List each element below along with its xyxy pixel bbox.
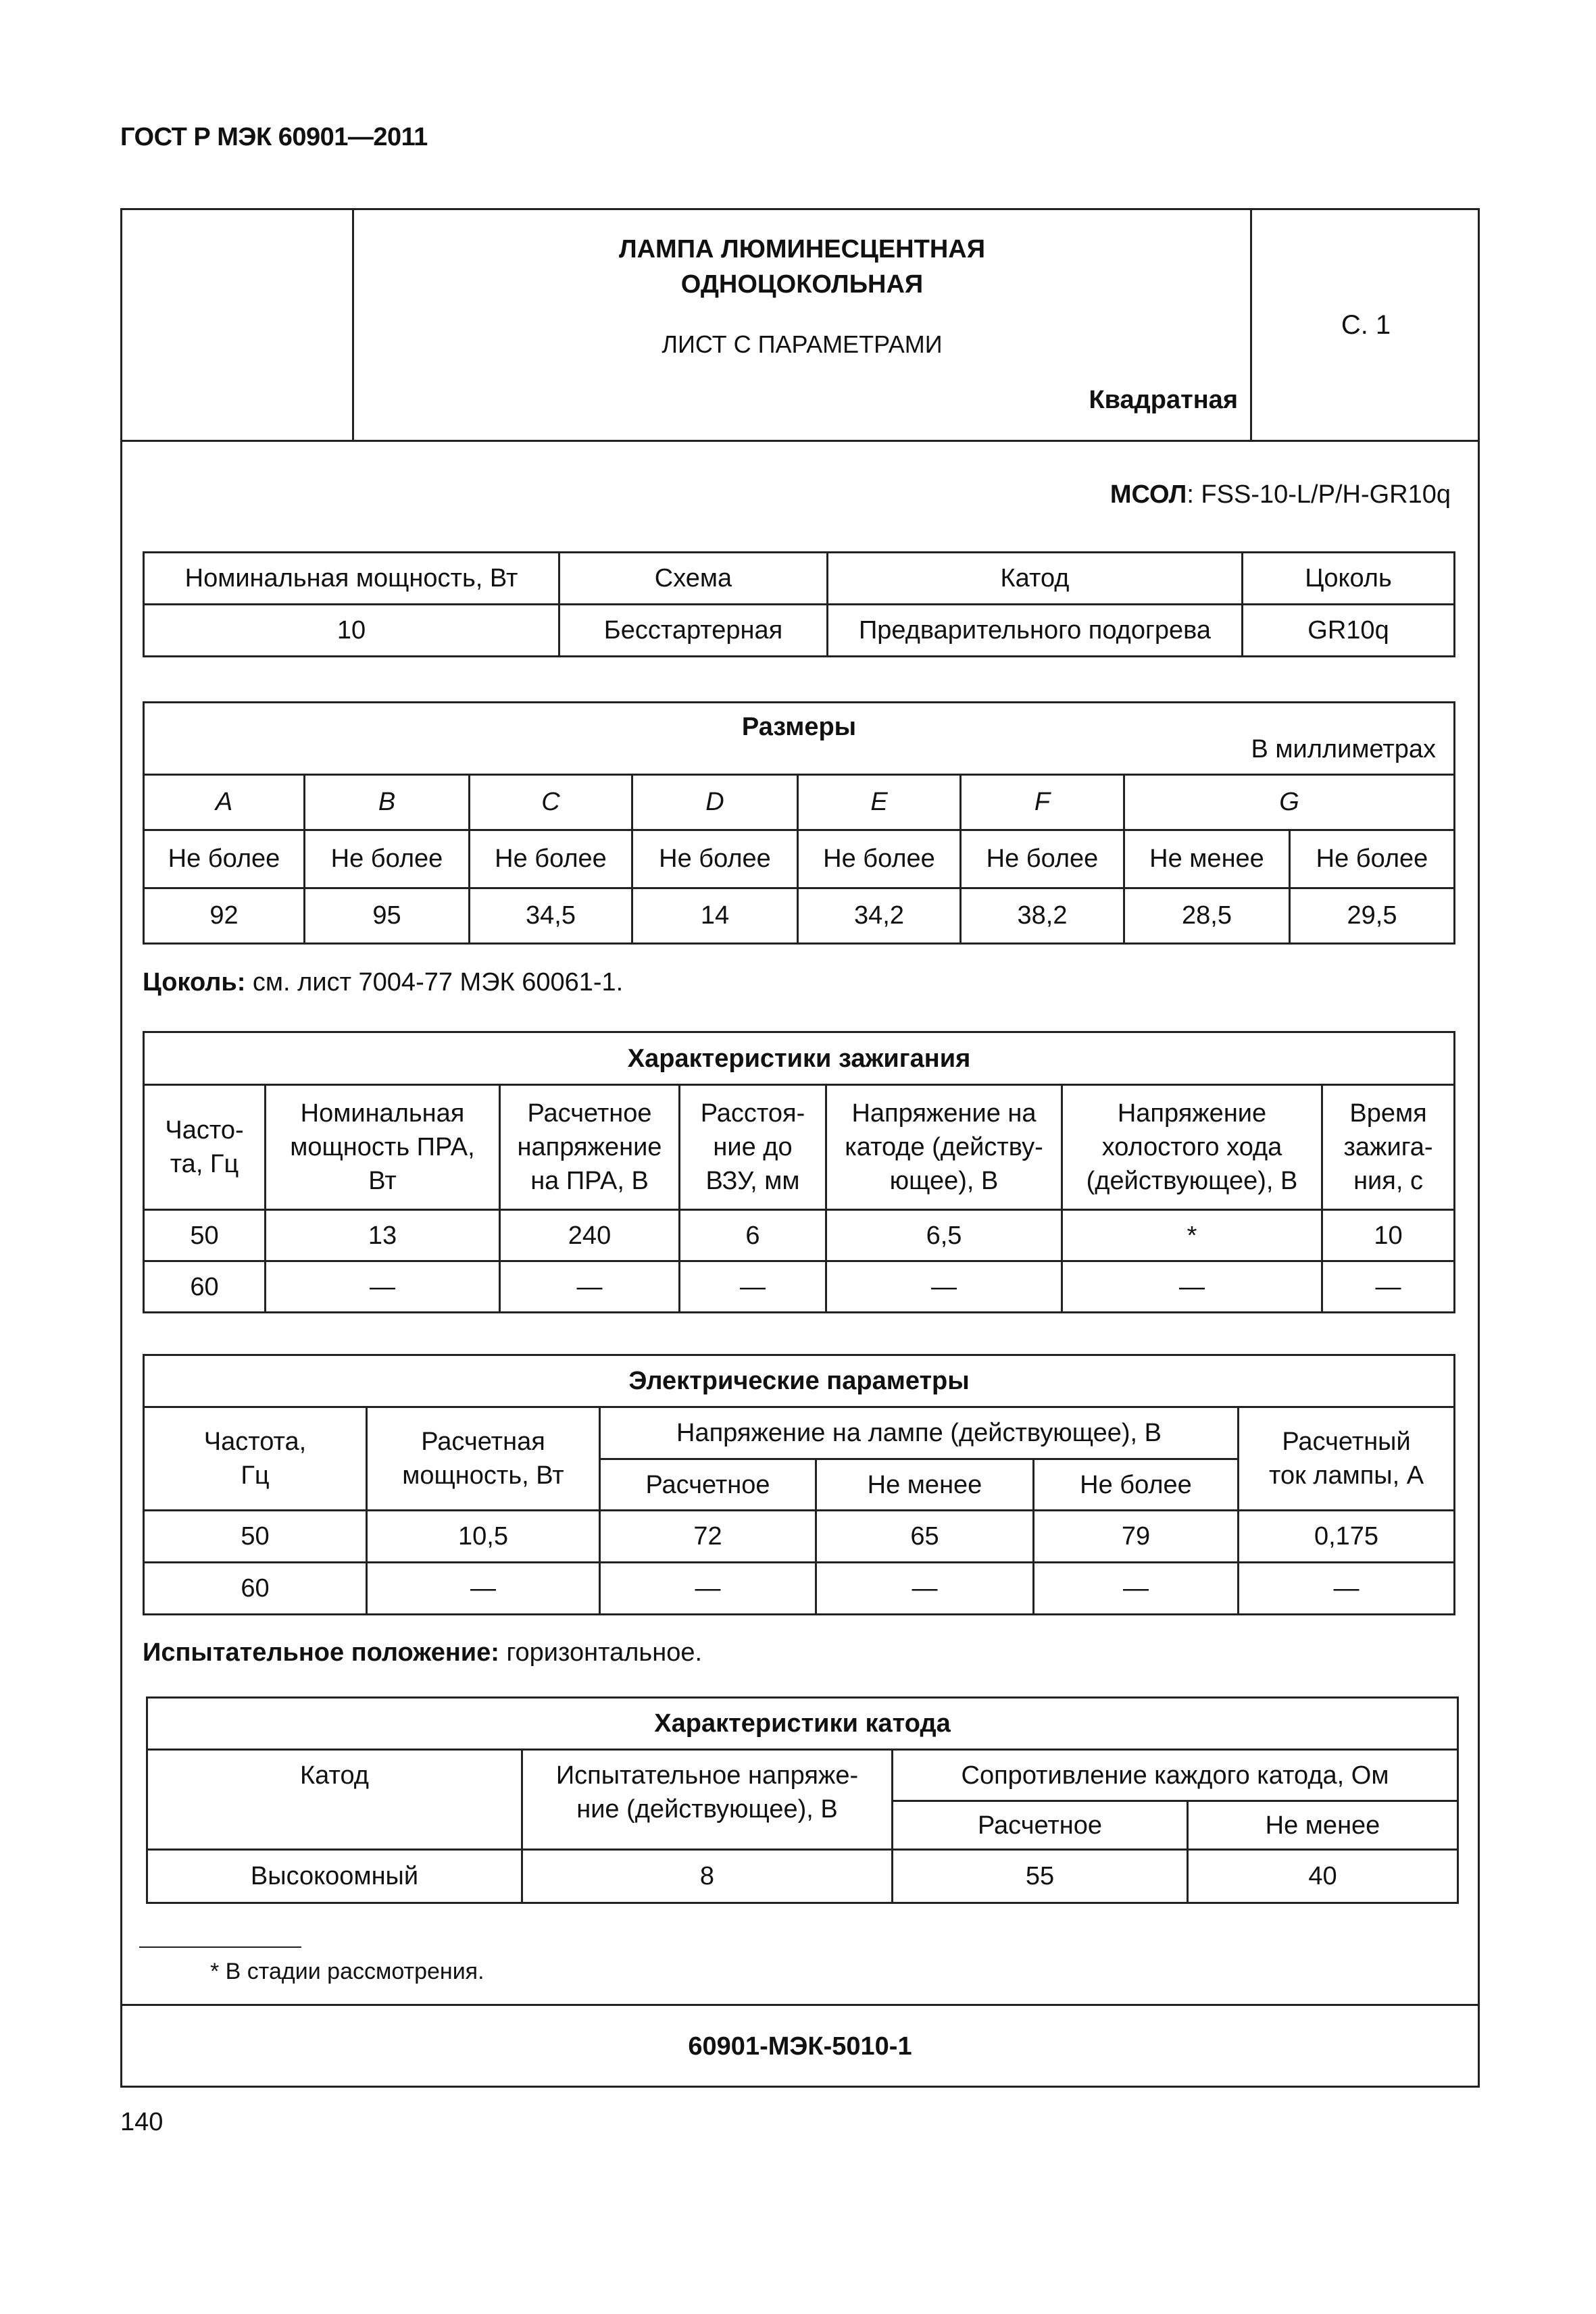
table-cell: —: [816, 1563, 1034, 1615]
header-line: Испытательное напряже-: [555, 1761, 859, 1790]
limit-cell: Не более: [632, 830, 798, 888]
table-row: [144, 1261, 1455, 1313]
table-cell: 65: [816, 1511, 1034, 1563]
table-caption-row: [144, 1032, 1455, 1085]
mcol-label: МСОЛ: [1109, 480, 1187, 509]
dimensions-units: В миллиметрах: [1251, 735, 1436, 763]
header-line: катоде (действу-: [845, 1133, 1043, 1161]
basic-parameters-table: [143, 551, 1455, 657]
table-caption-row: [147, 1698, 1458, 1750]
table-cell: 55: [893, 1850, 1188, 1903]
dimension-letter: D: [632, 775, 798, 830]
table-cell: 40: [1188, 1850, 1458, 1903]
header-cell: Катод: [828, 553, 1243, 605]
table-row: [144, 605, 1455, 657]
header-cell: [144, 1085, 266, 1210]
header-line: Напряжение: [1117, 1099, 1267, 1128]
sheet-header: [122, 210, 1478, 442]
header-line: напряжение: [517, 1133, 662, 1161]
mcol-designation: [1110, 480, 1451, 509]
header-line: ющее), В: [889, 1167, 999, 1195]
header-cell: Сопротивление каждого катода, Ом: [893, 1750, 1458, 1801]
table-cell: Бесстартерная: [559, 605, 828, 657]
dimension-value: 29,5: [1290, 888, 1455, 944]
lamp-shape: Квадратная: [1089, 386, 1238, 414]
table-header-row: [147, 1750, 1458, 1801]
header-line: ние до: [713, 1133, 793, 1161]
dimension-letter: E: [798, 775, 961, 830]
dimension-value: 95: [305, 888, 470, 944]
header-cell: [367, 1407, 600, 1511]
cap-note-label: Цоколь:: [143, 968, 246, 997]
header-line: Время: [1349, 1099, 1427, 1128]
header-line: та, Гц: [170, 1150, 239, 1178]
header-cell: [680, 1085, 826, 1210]
table-header-row: [144, 1085, 1455, 1210]
header-cell: Номинальная мощность, Вт: [144, 553, 559, 605]
parameter-sheet-frame: [120, 208, 1480, 2088]
electrical-title: Электрические параметры: [144, 1355, 1455, 1407]
dimension-value: 28,5: [1124, 888, 1290, 944]
table-cell: GR10q: [1243, 605, 1455, 657]
cap-note: [143, 968, 623, 997]
dimension-value: 14: [632, 888, 798, 944]
table-cell: 240: [500, 1210, 680, 1261]
dimension-value: 34,5: [470, 888, 632, 944]
table-cell: 79: [1034, 1511, 1239, 1563]
table-row: [144, 1563, 1455, 1615]
sheet-subtitle: ЛИСТ С ПАРАМЕТРАМИ: [662, 330, 943, 358]
sheet-code: 60901-МЭК-5010-1: [122, 2004, 1478, 2088]
test-position-label: Испытательное положение:: [143, 1638, 499, 1667]
header-cell: Расчетное: [600, 1459, 816, 1511]
dimension-letter: B: [305, 775, 470, 830]
test-position-text: горизонтальное.: [499, 1638, 703, 1667]
header-line: Расстоя-: [700, 1099, 805, 1128]
header-line: Расчетное: [527, 1099, 652, 1128]
header-line: ток лампы, А: [1268, 1461, 1424, 1490]
limit-cell: Не более: [305, 830, 470, 888]
table-cell: Предварительного подогрева: [828, 605, 1243, 657]
table-cell: 13: [266, 1210, 500, 1261]
table-header-row: [144, 830, 1455, 888]
sheet-title: [354, 232, 1250, 302]
table-header-row: [144, 553, 1455, 605]
cathode-table: [146, 1696, 1459, 1904]
header-line: Напряжение на: [851, 1099, 1037, 1128]
header-cell: [522, 1750, 893, 1850]
sheet-title-line-2: ОДНОЦОКОЛЬНАЯ: [680, 270, 924, 299]
table-cell: 60: [144, 1261, 266, 1313]
table-row: [144, 888, 1455, 944]
header-line: ВЗУ, мм: [705, 1167, 800, 1195]
table-cell: —: [500, 1261, 680, 1313]
table-cell: —: [1239, 1563, 1455, 1615]
table-cell: 6: [680, 1210, 826, 1261]
header-line: Гц: [241, 1461, 270, 1490]
table-cell: 6,5: [826, 1210, 1062, 1261]
header-line: мощность, Вт: [402, 1461, 564, 1490]
header-cell: Катод: [147, 1750, 522, 1850]
header-cell: [144, 1407, 367, 1511]
table-caption-row: [144, 1355, 1455, 1407]
table-cell: —: [1034, 1563, 1239, 1615]
table-cell: 60: [144, 1563, 367, 1615]
dimension-value: 92: [144, 888, 305, 944]
header-line: Номинальная: [300, 1099, 465, 1128]
header-line: Вт: [368, 1167, 397, 1195]
table-cell: Высокоомный: [147, 1850, 522, 1903]
table-cell: 72: [600, 1511, 816, 1563]
table-cell: 8: [522, 1850, 893, 1903]
sheet-title-line-1: ЛАМПА ЛЮМИНЕСЦЕНТНАЯ: [618, 235, 986, 263]
header-line: Расчетная: [421, 1428, 545, 1456]
header-cell: [500, 1085, 680, 1210]
dimensions-caption-cell: [144, 703, 1455, 775]
header-line: Расчетный: [1282, 1428, 1411, 1456]
table-cell: 50: [144, 1511, 367, 1563]
header-line: ние (действующее), В: [576, 1795, 838, 1823]
header-cell: [1062, 1085, 1322, 1210]
header-cell: Напряжение на лампе (действующее), В: [600, 1407, 1239, 1459]
test-position-note: [143, 1638, 702, 1667]
limit-cell: Не более: [470, 830, 632, 888]
header-cell: Расчетное: [893, 1801, 1188, 1850]
table-cell: 10: [1322, 1210, 1455, 1261]
sheet-header-blank-cell: [122, 210, 354, 440]
table-cell: *: [1062, 1210, 1322, 1261]
header-line: (действующее), В: [1086, 1167, 1298, 1195]
sheet-page-number: С. 1: [1341, 309, 1391, 340]
table-cell: 0,175: [1239, 1511, 1455, 1563]
table-cell: 50: [144, 1210, 266, 1261]
limit-cell: Не более: [144, 830, 305, 888]
dimension-letter: A: [144, 775, 305, 830]
dimensions-table: [143, 701, 1455, 945]
table-cell: —: [680, 1261, 826, 1313]
header-cell: [266, 1085, 500, 1210]
header-cell: [826, 1085, 1062, 1210]
cathode-title: Характеристики катода: [147, 1698, 1458, 1750]
header-cell: Не менее: [816, 1459, 1034, 1511]
limit-cell: Не более: [1290, 830, 1455, 888]
limit-cell: Не менее: [1124, 830, 1290, 888]
header-line: на ПРА, В: [530, 1167, 649, 1195]
table-cell: —: [367, 1563, 600, 1615]
header-cell: Не более: [1034, 1459, 1239, 1511]
table-cell: —: [1062, 1261, 1322, 1313]
table-cell: 10: [144, 605, 559, 657]
table-row: [147, 1850, 1458, 1903]
document-header: ГОСТ Р МЭК 60901—2011: [120, 123, 428, 151]
table-cell: —: [266, 1261, 500, 1313]
table-caption-row: [144, 703, 1455, 775]
header-cell: [1322, 1085, 1455, 1210]
dimension-letter: C: [470, 775, 632, 830]
limit-cell: Не более: [961, 830, 1124, 888]
dimension-value: 38,2: [961, 888, 1124, 944]
table-row: [144, 1511, 1455, 1563]
header-cell: Цоколь: [1243, 553, 1455, 605]
header-cell: Не менее: [1188, 1801, 1458, 1850]
mcol-value: : FSS-10-L/P/H-GR10q: [1187, 480, 1451, 509]
footnote-divider: [139, 1946, 301, 1948]
header-line: ния, с: [1353, 1167, 1423, 1195]
table-cell: —: [1322, 1261, 1455, 1313]
header-cell: [1239, 1407, 1455, 1511]
ignition-table: [143, 1031, 1455, 1313]
table-cell: 10,5: [367, 1511, 600, 1563]
page-number: 140: [120, 2108, 164, 2136]
header-line: зажига-: [1343, 1133, 1433, 1161]
dimension-letter: G: [1124, 775, 1455, 830]
header-line: Часто-: [165, 1116, 244, 1145]
table-row: [144, 1210, 1455, 1261]
header-cell: Схема: [559, 553, 828, 605]
table-cell: —: [826, 1261, 1062, 1313]
electrical-table: [143, 1354, 1455, 1615]
table-header-row: [144, 775, 1455, 830]
ignition-title: Характеристики зажигания: [144, 1032, 1455, 1085]
header-line: мощность ПРА,: [290, 1133, 475, 1161]
header-line: Частота,: [203, 1428, 307, 1456]
dimension-letter: F: [961, 775, 1124, 830]
header-line: холостого хода: [1101, 1133, 1282, 1161]
dimension-value: 34,2: [798, 888, 961, 944]
footnote: * В стадии рассмотрения.: [210, 1959, 484, 1984]
limit-cell: Не более: [798, 830, 961, 888]
cap-note-text: см. лист 7004-77 МЭК 60061-1.: [245, 968, 624, 997]
dimensions-title: Размеры: [741, 713, 857, 741]
sheet-page-cell: [1250, 210, 1480, 440]
table-header-row: [144, 1407, 1455, 1459]
table-cell: —: [600, 1563, 816, 1615]
